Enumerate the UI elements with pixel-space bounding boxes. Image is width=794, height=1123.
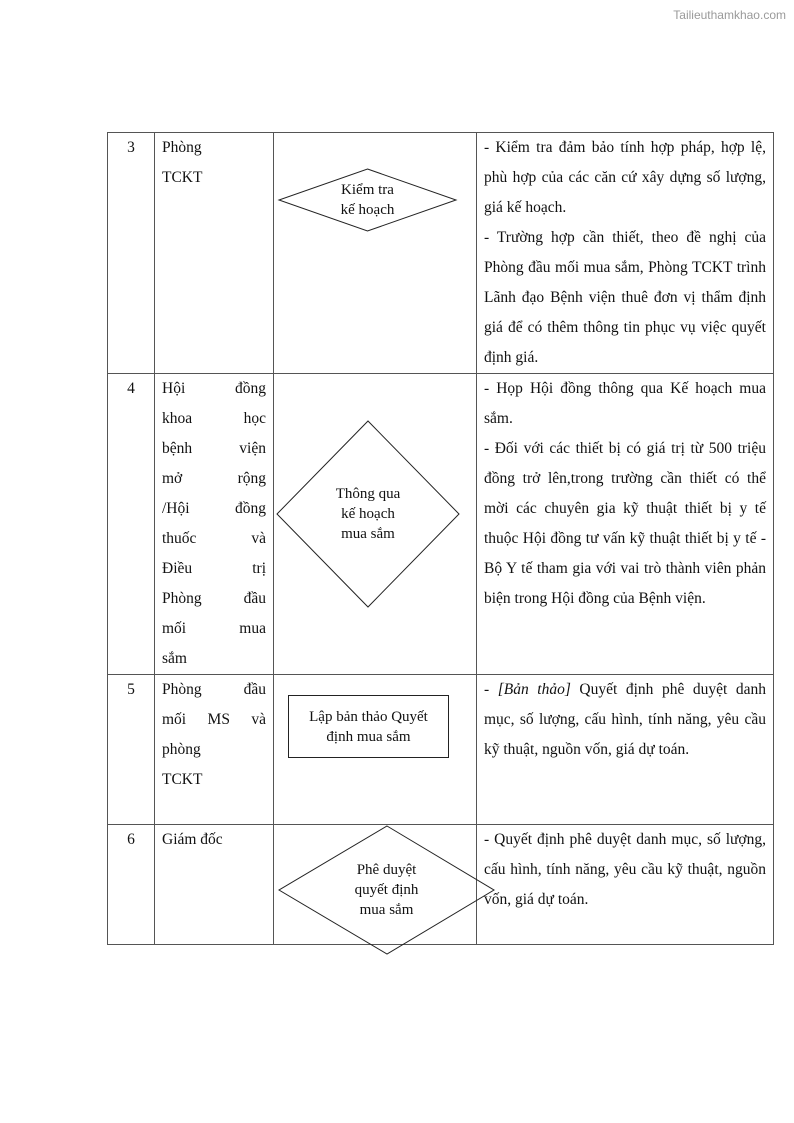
step-description (477, 825, 774, 945)
step-number: 5 (108, 675, 155, 825)
diamond-shape (277, 421, 459, 607)
unit-line: TCKT (162, 169, 203, 186)
description-paragraph: - Quyết định phê duyệt danh mục, số lượng, cấu hình, tính năng, yêu cầu kỹ thuật, nguồn vốn, giá dự toán. (484, 831, 766, 908)
shape-label: kế hoạch (340, 202, 395, 218)
diamond-shape (279, 169, 456, 231)
unit-line: Phòng đầu (162, 681, 266, 698)
flow-shape-cell (274, 374, 477, 675)
shape-label: kế hoạch (341, 506, 395, 522)
shape-label: quyết định (354, 882, 419, 898)
unit-line: /Hội đồng (162, 500, 266, 517)
unit-line: mối MS và (162, 711, 266, 728)
unit-line: Điều trị (162, 560, 266, 577)
unit-line: mở rộng (162, 470, 266, 487)
unit-line: Phòng đầu (162, 590, 266, 607)
flow-shape-cell (274, 133, 477, 374)
shape-label: định mua sắm (326, 728, 411, 745)
shape-label: Phê duyệt (356, 862, 417, 878)
watermark: Tailieuthamkhao.com (673, 8, 786, 22)
unit-line: Hội đồng (162, 380, 266, 397)
description-text: Quyết định phê duyệt danh mục, số lượng, cấu hình, tính năng, yêu cầu kỹ thuật, nguồn vốn, giá dự toán. (484, 681, 766, 758)
table-row (108, 675, 774, 825)
step-description (477, 133, 774, 374)
diamond-shape (279, 826, 494, 954)
flow-shape-cell (274, 675, 477, 825)
responsible-unit (155, 133, 274, 374)
unit-line: Phòng (162, 139, 202, 156)
procedure-table (107, 132, 774, 945)
flow-shape-cell (274, 825, 477, 945)
shape-label: mua sắm (341, 526, 395, 542)
step-number: 4 (108, 374, 155, 675)
shape-label: Lập bản thảo Quyết (309, 708, 428, 725)
step-description (477, 374, 774, 675)
step-number: 3 (108, 133, 155, 374)
unit-line: mối mua (162, 620, 266, 637)
unit-line: TCKT (162, 771, 203, 788)
description-paragraph: - Họp Hội đồng thông qua Kế hoạch mua sắm. (484, 380, 766, 427)
description-paragraph: - Trường hợp cần thiết, theo đề nghị của Phòng đầu mối mua sắm, Phòng TCKT trình Lãnh đạo Bệnh viện thuê đơn vị thẩm định giá để có thêm thông tin phục vụ việc quyết định giá. (484, 229, 766, 366)
responsible-unit (155, 374, 274, 675)
table-row (108, 374, 774, 675)
description-paragraph: - Đối với các thiết bị có giá trị từ 500 triệu đồng trở lên,trong trường cần thiết có thể mời các chuyên gia kỹ thuật thiết bị y tế thuộc Hội đồng tư vấn kỹ thuật thiết bị y tế - Bộ Y tế tham gia với vai trò thành viên phản biện trong Hội đồng của Bệnh viện. (484, 440, 766, 607)
step-description (477, 675, 774, 825)
shape-label: Kiểm tra (341, 182, 394, 198)
unit-line: sắm (162, 650, 187, 667)
process-rectangle (288, 695, 449, 758)
description-paragraph: - [Bản thảo] Quyết định phê duyệt danh mục, số lượng, cấu hình, tính năng, yêu cầu kỹ thuật, nguồn vốn, giá dự toán. (484, 681, 766, 758)
description-paragraph: - Kiểm tra đảm bảo tính hợp pháp, hợp lệ, phù hợp của các căn cứ xây dựng số lượng, giá kế hoạch. (484, 139, 766, 216)
responsible-unit (155, 825, 274, 945)
shape-label: mua sắm (359, 902, 414, 918)
unit-line: khoa học (162, 410, 266, 427)
step-number: 6 (108, 825, 155, 945)
table-row (108, 825, 774, 945)
unit-line: thuốc và (162, 530, 266, 547)
unit-line: bệnh viện (162, 440, 266, 457)
unit-line: phòng (162, 741, 201, 758)
responsible-unit (155, 675, 274, 825)
draft-label: [Bản thảo] (497, 681, 571, 698)
table-row (108, 133, 774, 374)
unit-line: Giám đốc (162, 831, 223, 848)
shape-label: Thông qua (335, 486, 401, 502)
